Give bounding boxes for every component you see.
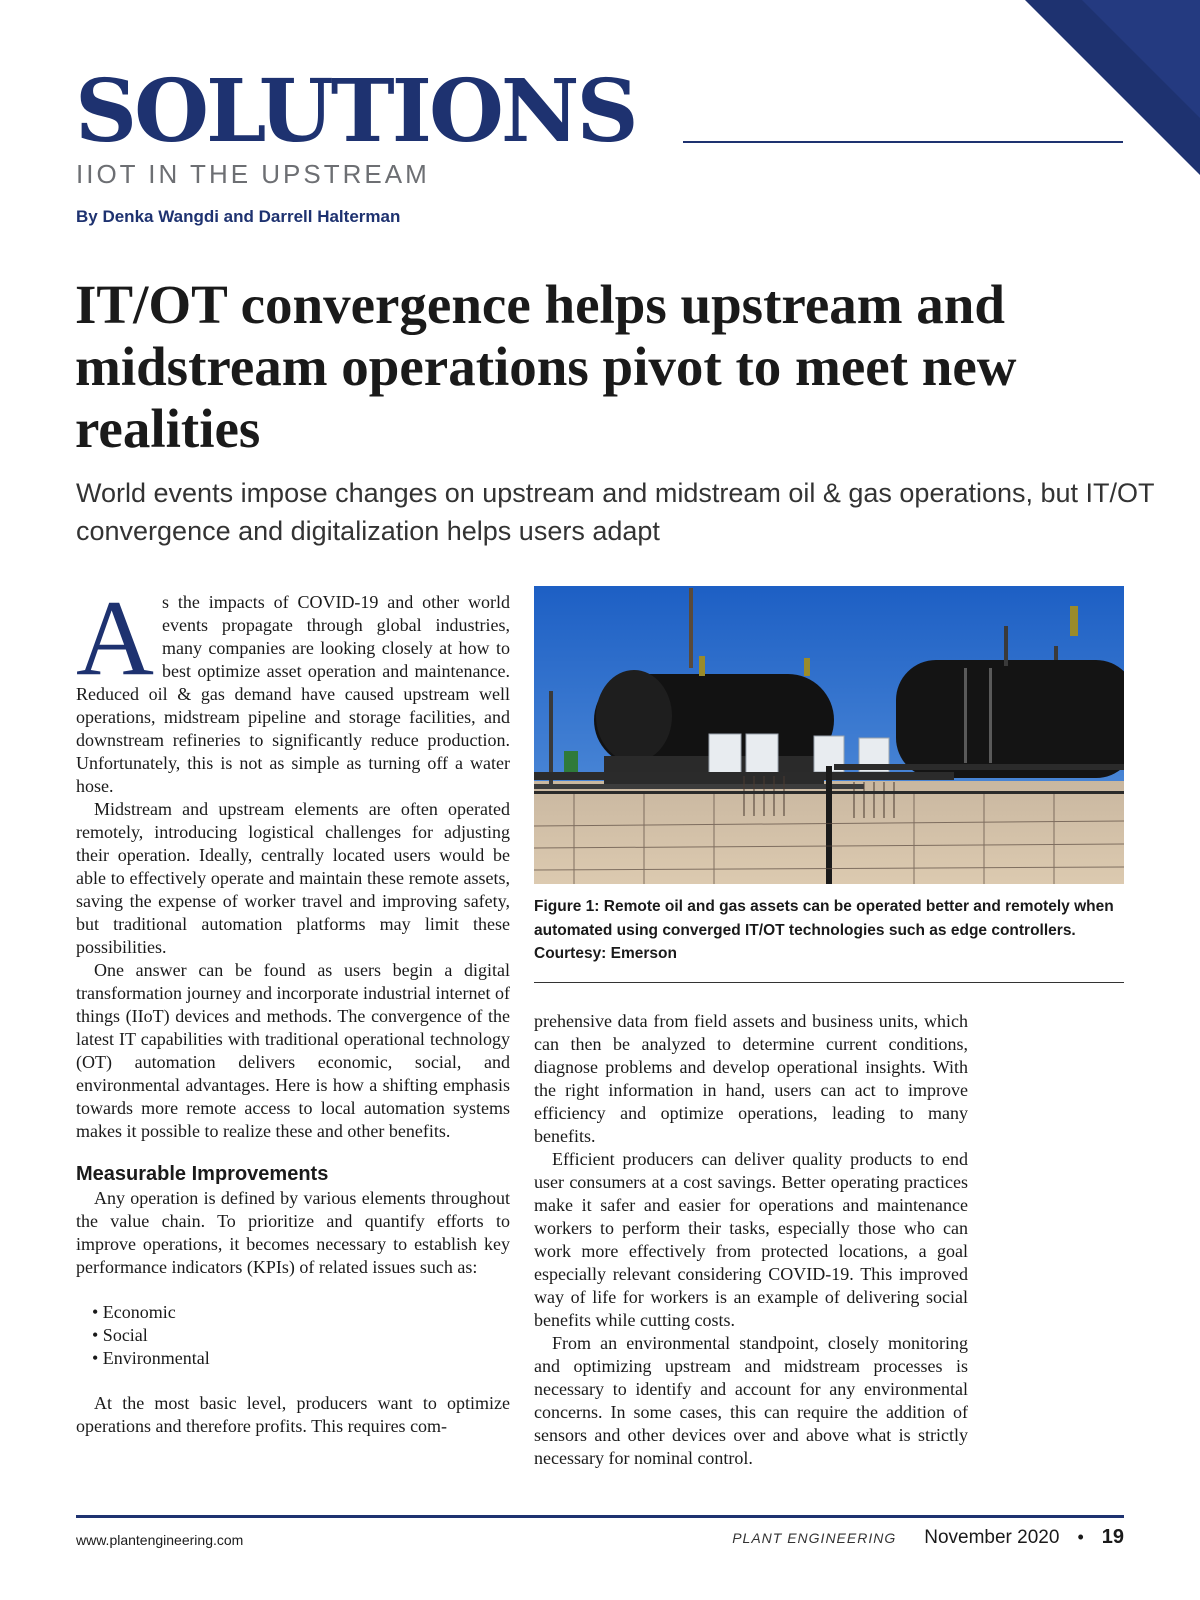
paragraph: One answer can be found as users begin a digital transformation journey and incorporate industrial internet of things (IIoT) devices and methods. The convergence of the latest IT capabilities with traditional operational technology (OT) automation delivers economic, social, and environmental advantages. Here is how a shifting emphasis towards more remote access to local automation systems makes it possible to realize these and other benefits. (76, 960, 510, 1141)
corner-accent-inner (1082, 0, 1200, 118)
paragraph: Efficient producers can deliver quality products to end user consumers at a cost savings. Better operating practices make it safer and easier for operations and maintenance workers to perform their tasks, especially those who can work more effectively from protected locations, a goal especially relevant considering COVID-19. This improved way of life for workers is an example of delivering social benefits while cutting costs. (534, 1149, 968, 1330)
kpi-list-item: • Economic (92, 1302, 176, 1322)
section-subtitle: IIOT IN THE UPSTREAM (76, 159, 430, 189)
drop-cap: A (76, 579, 154, 698)
paragraph: Any operation is defined by various elements throughout the value chain. To prioritize and quantify efforts to improve operations, it becomes necessary to establish key performance indicators (KPIs) of related issues such as: (76, 1188, 510, 1277)
paragraph: prehensive data from field assets and business units, which can then be analyzed to determine current conditions, diagnose problems and develop operational insights. With the right information in hand, users can act to improve efficiency and optimize operations, leading to many benefits. (534, 1011, 968, 1146)
subheading: Measurable Improvements (76, 1163, 329, 1185)
article-column-right (534, 1010, 968, 1470)
article-deck: World events impose changes on upstream and midstream oil & gas operations, but IT/OT convergence and digitalization helps users adapt (76, 478, 1155, 546)
title-rule (683, 141, 1123, 143)
paragraph: At the most basic level, producers want to optimize operations and therefore profits. This requires com- (76, 1393, 510, 1436)
paragraph: Midstream and upstream elements are often operated remotely, introducing logistical challenges for adjusting their operation. Ideally, centrally located users would be able to effectively operate and maintain these remote assets, saving the expense of worker travel and improving safety, but traditional automation platforms may limit these possibilities. (76, 799, 510, 957)
paragraph: From an environmental standpoint, closely monitoring and optimizing upstream and midstream processes is necessary to identify and account for any environmental concerns. In some cases, this can require the addition of sensors and other devices over and above what is strictly necessary for nominal control. (534, 1333, 968, 1468)
kpi-list-item: • Social (92, 1325, 148, 1345)
article-headline: IT/OT convergence helps upstream and midstream operations pivot to meet new realities (75, 274, 1017, 459)
footer-info (732, 1526, 1124, 1549)
figure-caption: Figure 1: Remote oil and gas assets can be operated better and remotely when automated using converged IT/OT technologies such as edge controllers. Courtesy: Emerson (534, 898, 1114, 962)
footer-rule (76, 1515, 1124, 1518)
issue-date: November 2020 (924, 1527, 1060, 1548)
publication-name: PLANT ENGINEERING (732, 1530, 897, 1546)
footer-separator: • (1077, 1527, 1084, 1547)
kpi-list-item: • Environmental (92, 1348, 210, 1368)
figure-photo (534, 586, 1124, 884)
byline: By Denka Wangdi and Darrell Halterman (76, 207, 401, 226)
caption-divider (534, 982, 1124, 983)
paragraph-intro-text: s the impacts of COVID-19 and other world events propagate through global industries, many companies are looking closely at how to best optimize asset operation and maintenance. Reduced oil & gas demand have caused upstream well operations, midstream pipeline and storage facilities, and downstream refineries to significantly reduce production. Unfortunately, this is not as simple as turning off a water hose. (76, 592, 510, 796)
section-title: SOLUTIONS (75, 61, 636, 162)
kpi-list (92, 1301, 510, 1370)
article-column-left (76, 579, 510, 1438)
page-number: 19 (1101, 1526, 1124, 1548)
footer-website-link[interactable]: www.plantengineering.com (76, 1532, 244, 1548)
paragraph-intro (76, 579, 510, 798)
oil-gas-site-image (534, 586, 1124, 884)
